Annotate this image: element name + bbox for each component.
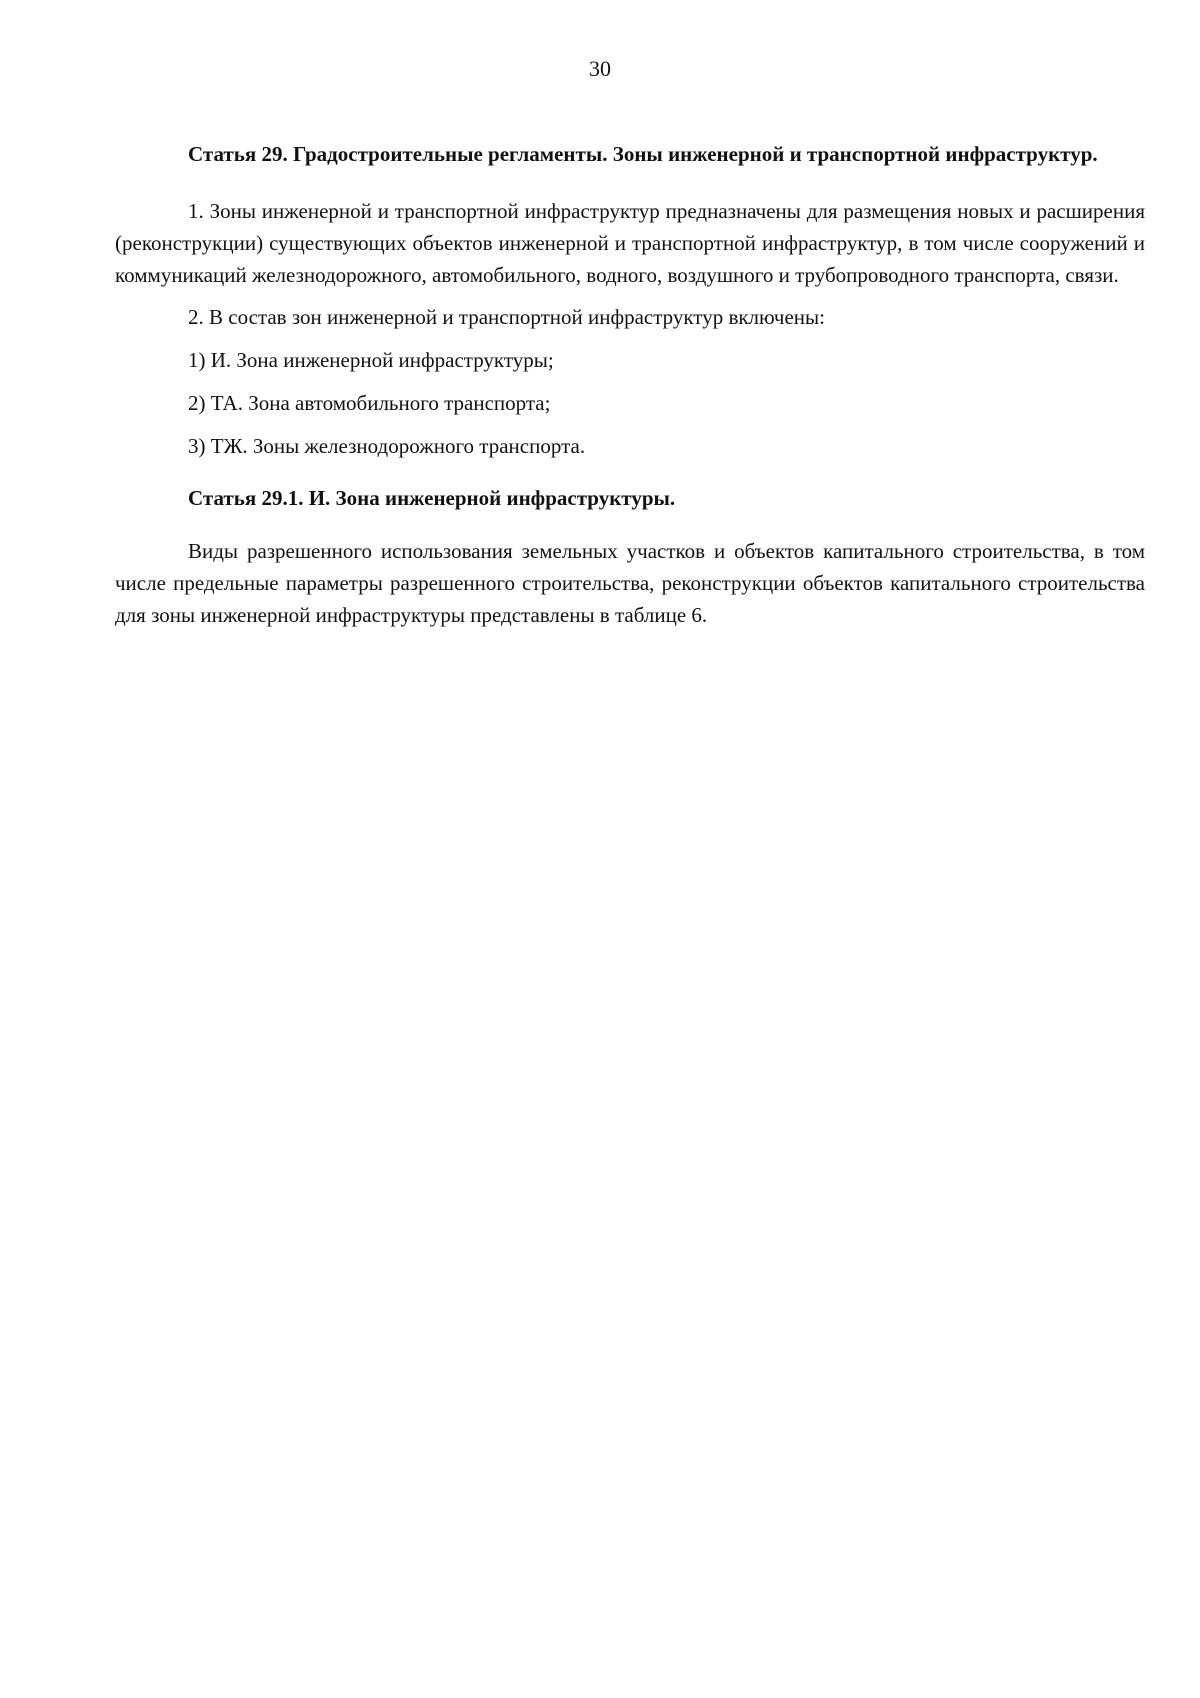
article-29-paragraph-2: 2. В состав зон инженерной и транспортной инфраструктур включены: [188,305,825,329]
article-29-heading: Статья 29. Градостроительные регламенты. Зоны инженерной и транспортной инфраструктур. [188,142,1098,166]
article-29-paragraph-1: 1. Зоны инженерной и транспортной инфраструктур предназначены для размещения новых и расширения (реконструкции) существующих объектов инженерной и транспортной инфраструктур, в том числе сооружений и коммуникаций железнодорожного, автомобильного, водного, воздушного и трубопроводного транспорта, связи. [115,199,1145,287]
zone-list-item-1: 1) И. Зона инженерной инфраструктуры; [188,348,554,372]
zone-list-item-2: 2) ТА. Зона автомобильного транспорта; [188,391,551,415]
page-number: 30 [589,56,611,81]
article-29-1-heading: Статья 29.1. И. Зона инженерной инфраструктуры. [188,486,676,510]
article-29-1-paragraph: Виды разрешенного использования земельных участков и объектов капитального строительства, в том числе предельные параметры разрешенного строительства, реконструкции объектов капитального строительства для зоны инженерной инфраструктуры представлены в таблице 6. [115,539,1145,627]
zone-list-item-3: 3) ТЖ. Зоны железнодорожного транспорта. [188,434,586,458]
document-body [115,138,1145,631]
